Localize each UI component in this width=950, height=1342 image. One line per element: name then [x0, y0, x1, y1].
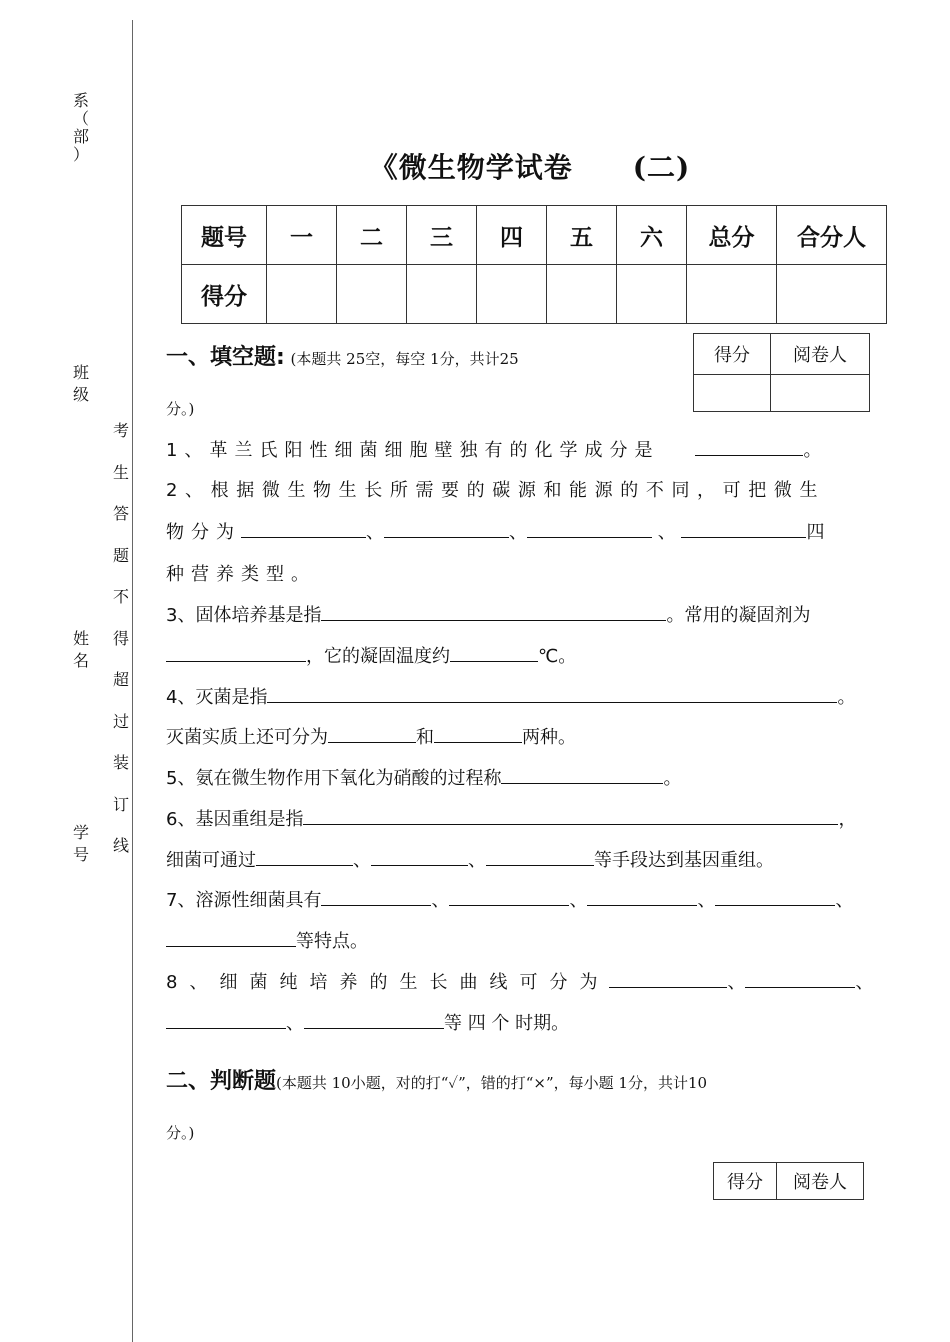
- score-header-label: 题号: [182, 206, 267, 265]
- grader-score-cell[interactable]: [694, 375, 771, 412]
- question-5: 5、氨在微生物作用下氧化为硝酸的过程称 。: [166, 764, 681, 790]
- score-cell[interactable]: [337, 265, 407, 324]
- answer-blank[interactable]: [267, 684, 837, 703]
- score-col: 一: [267, 206, 337, 265]
- score-col-checker: 合分人: [777, 206, 887, 265]
- binding-line: [132, 20, 133, 1342]
- exam-title: 《微生物学试卷 (二): [369, 151, 691, 184]
- section1-grader-box: [693, 333, 870, 412]
- answer-blank[interactable]: [450, 643, 538, 662]
- section1-note-cont: 分。): [166, 400, 195, 418]
- score-col: 四: [477, 206, 547, 265]
- student-id-label: 学 号: [72, 823, 89, 864]
- score-cell[interactable]: [407, 265, 477, 324]
- answer-blank[interactable]: [609, 969, 727, 988]
- question-1: 1、革兰氏阳性细菌细胞壁独有的化学成分是 。: [166, 436, 821, 462]
- score-cell[interactable]: [267, 265, 337, 324]
- section2-header: [166, 1064, 707, 1095]
- score-cell[interactable]: [777, 265, 887, 324]
- score-col-total: 总分: [687, 206, 777, 265]
- score-cell[interactable]: [617, 265, 687, 324]
- answer-blank[interactable]: [321, 602, 666, 621]
- score-cell[interactable]: [477, 265, 547, 324]
- answer-blank[interactable]: [303, 806, 838, 825]
- answer-blank[interactable]: [449, 887, 569, 906]
- score-table: [181, 205, 887, 324]
- question-8-cont: 、 等 四 个 时期。: [166, 1009, 569, 1035]
- answer-blank[interactable]: [527, 519, 652, 538]
- no-answer-warning: 考 生 答 题 不 得 超 过 装 订 线: [112, 421, 129, 855]
- answer-blank[interactable]: [434, 724, 522, 743]
- section1-note: (本题共 25空，每空 1分，共计25: [290, 350, 519, 368]
- answer-blank[interactable]: [166, 928, 296, 947]
- answer-blank[interactable]: [695, 437, 803, 456]
- answer-blank[interactable]: [166, 643, 306, 662]
- score-col: 五: [547, 206, 617, 265]
- score-cell[interactable]: [547, 265, 617, 324]
- question-2: 2、根据微生物生长所需要的碳源和能源的不同，可把微生: [166, 480, 826, 501]
- answer-blank[interactable]: [681, 519, 806, 538]
- section2-note-cont: 分。): [166, 1124, 195, 1142]
- answer-blank[interactable]: [745, 969, 855, 988]
- answer-blank[interactable]: [328, 724, 416, 743]
- score-col: 二: [337, 206, 407, 265]
- section1-heading: 一、填空题:: [166, 345, 285, 370]
- answer-blank[interactable]: [486, 847, 594, 866]
- question-7: 7、溶源性细菌具有 、 、 、 、: [166, 886, 853, 912]
- answer-blank[interactable]: [371, 847, 468, 866]
- question-6: 6、基因重组是指 ，: [166, 805, 856, 831]
- answer-blank[interactable]: [256, 847, 353, 866]
- question-7-cont: 等特点。: [166, 927, 368, 953]
- question-2-end: 种营养类型。: [166, 564, 316, 585]
- class-label: 班 级: [72, 363, 89, 404]
- answer-blank[interactable]: [715, 887, 835, 906]
- question-3: 3、固体培养基是指 。常用的凝固剂为: [166, 601, 810, 627]
- answer-blank[interactable]: [166, 1010, 286, 1029]
- question-8: 8、细菌纯培养的生长曲线可分为 、 、: [166, 968, 873, 994]
- score-row-label: 得分: [182, 265, 267, 324]
- grader-reviewer-cell[interactable]: [771, 375, 870, 412]
- answer-blank[interactable]: [501, 765, 663, 784]
- question-6-cont: 细菌可通过 、 、 等手段达到基因重组。: [166, 846, 774, 872]
- answer-blank[interactable]: [241, 519, 366, 538]
- section1-header: [166, 340, 519, 371]
- answer-blank[interactable]: [321, 887, 431, 906]
- grader-score-label: 得分: [694, 334, 771, 375]
- score-cell[interactable]: [687, 265, 777, 324]
- section2-heading: 二、判断题: [166, 1069, 277, 1094]
- question-4-cont: 灭菌实质上还可分为 和 两种。: [166, 723, 576, 749]
- grader-score-label: 得分: [714, 1163, 777, 1200]
- answer-blank[interactable]: [587, 887, 697, 906]
- grader-reviewer-label: 阅卷人: [777, 1163, 864, 1200]
- answer-blank[interactable]: [384, 519, 509, 538]
- score-col: 六: [617, 206, 687, 265]
- dept-label: 系 （ 部 ）: [72, 91, 89, 164]
- name-label: 姓 名: [72, 629, 89, 670]
- grader-reviewer-label: 阅卷人: [771, 334, 870, 375]
- question-3-cont: ，它的凝固温度约 ℃。: [166, 642, 576, 668]
- section2-note: (本题共 10小题，对的打“✓”，错的打“×”，每小题 1分，共计10: [276, 1074, 708, 1092]
- answer-blank[interactable]: [304, 1010, 444, 1029]
- score-col: 三: [407, 206, 477, 265]
- question-2-cont: 物分为 、 、 、 四: [166, 518, 824, 544]
- section2-grader-box: [713, 1162, 864, 1200]
- question-4: 4、灭菌是指 。: [166, 683, 855, 709]
